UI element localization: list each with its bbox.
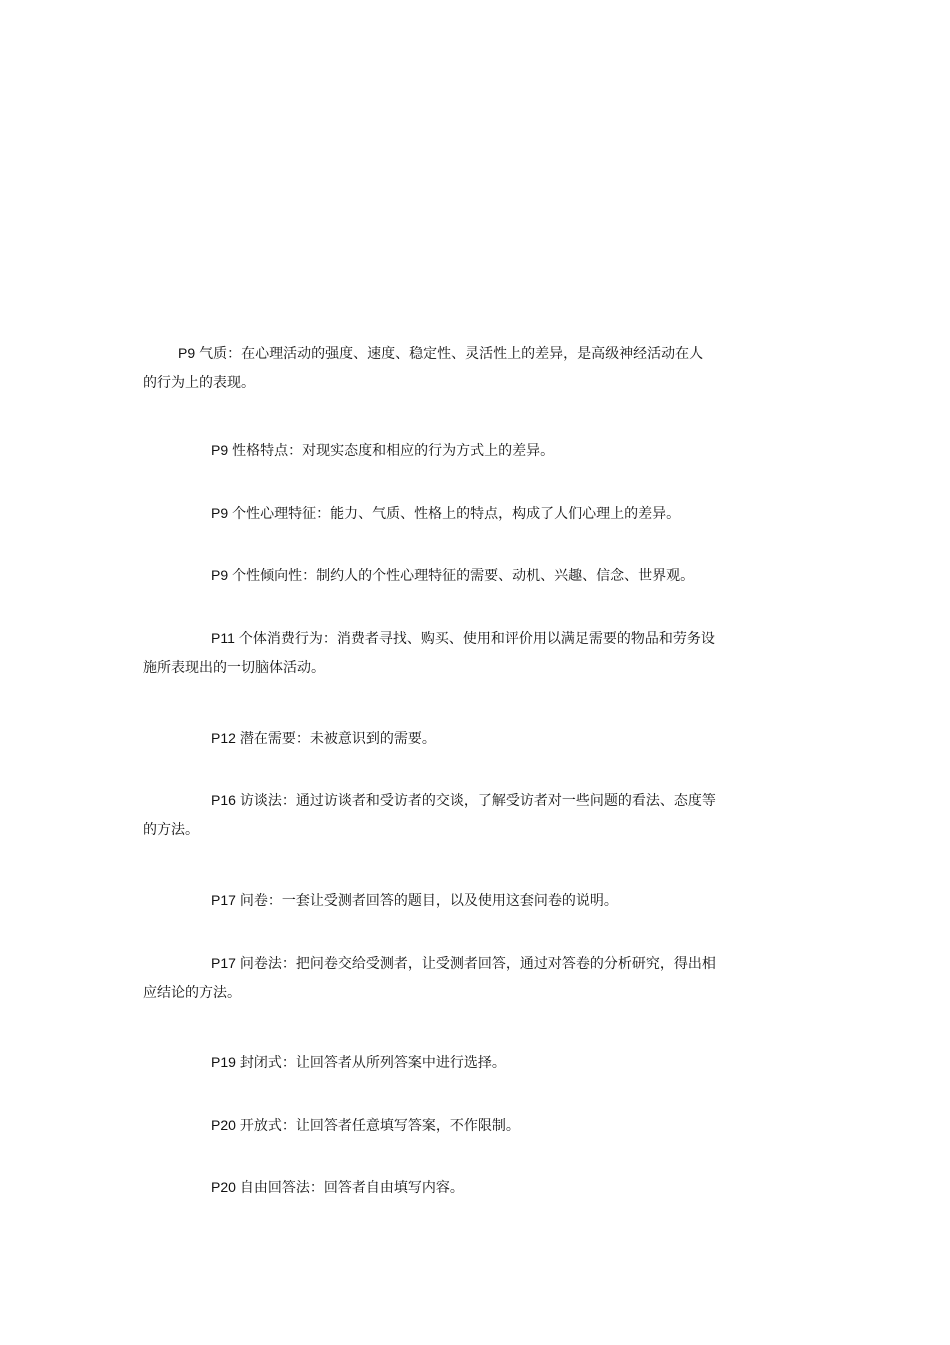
entry-line-continued: 施所表现出的一切脑体活动。 bbox=[143, 660, 325, 676]
entry-qianzai-xuyao bbox=[143, 723, 753, 753]
entry-line bbox=[143, 338, 753, 368]
page-ref: P11 bbox=[211, 630, 235, 646]
entry-line bbox=[143, 948, 753, 978]
page-ref: P9 bbox=[211, 505, 229, 521]
definition-text: 开放式：让回答者任意填写答案，不作限制。 bbox=[239, 1118, 520, 1134]
entry-line bbox=[143, 1047, 753, 1077]
page-ref: P9 bbox=[178, 345, 196, 361]
entry-line bbox=[143, 560, 753, 590]
definition-text: 性格特点：对现实态度和相应的行为方式上的差异。 bbox=[232, 443, 555, 459]
entry-line-continued: 的方法。 bbox=[143, 822, 199, 838]
entry-line-continued: 的行为上的表现。 bbox=[143, 375, 255, 391]
entry-line bbox=[143, 1172, 753, 1202]
definition-text: 气质：在心理活动的强度、速度、稳定性、灵活性上的差异，是高级神经活动在人 bbox=[199, 346, 704, 362]
entry-qizhi bbox=[143, 338, 753, 398]
entry-line bbox=[143, 435, 753, 465]
definition-text: 潜在需要：未被意识到的需要。 bbox=[239, 731, 436, 747]
definition-text: 个体消费行为：消费者寻找、购买、使用和评价用以满足需要的物品和劳务设 bbox=[238, 631, 715, 647]
page-ref: P19 bbox=[211, 1054, 236, 1070]
entry-kaifang-shi bbox=[143, 1110, 753, 1140]
definition-text: 问卷：一套让受测者回答的题目，以及使用这套问卷的说明。 bbox=[239, 893, 618, 909]
entry-wenjuan bbox=[143, 885, 753, 915]
entry-line bbox=[143, 723, 753, 753]
page-ref: P12 bbox=[211, 730, 236, 746]
page-ref: P20 bbox=[211, 1179, 236, 1195]
entry-geti-xiaofei-xingwei bbox=[143, 623, 753, 683]
page-ref: P16 bbox=[211, 792, 236, 808]
page-ref: P17 bbox=[211, 955, 236, 971]
entry-wenjuan-fa bbox=[143, 948, 753, 1008]
page-ref: P20 bbox=[211, 1117, 236, 1133]
definition-text: 访谈法：通过访谈者和受访者的交谈，了解受访者对一些问题的看法、态度等 bbox=[239, 793, 716, 809]
entry-line bbox=[143, 623, 753, 653]
entry-fangtan-fa bbox=[143, 785, 753, 845]
entry-ziyou-huida-fa bbox=[143, 1172, 753, 1202]
definition-text: 封闭式：让回答者从所列答案中进行选择。 bbox=[239, 1055, 506, 1071]
entry-gexing-qingxiangxing bbox=[143, 560, 753, 590]
entry-gexing-xinli-tezheng bbox=[143, 498, 753, 528]
entry-line bbox=[143, 1110, 753, 1140]
entry-xingge-tedian bbox=[143, 435, 753, 465]
definition-text: 个性心理特征：能力、气质、性格上的特点，构成了人们心理上的差异。 bbox=[232, 506, 681, 522]
entry-fengbi-shi bbox=[143, 1047, 753, 1077]
page-ref: P17 bbox=[211, 892, 236, 908]
definition-text: 自由回答法：回答者自由填写内容。 bbox=[239, 1180, 464, 1196]
page-ref: P9 bbox=[211, 442, 229, 458]
definition-text: 个性倾向性：制约人的个性心理特征的需要、动机、兴趣、信念、世界观。 bbox=[232, 568, 695, 584]
entry-line bbox=[143, 885, 753, 915]
entry-line-continued: 应结论的方法。 bbox=[143, 985, 241, 1001]
definition-text: 问卷法：把问卷交给受测者，让受测者回答，通过对答卷的分析研究，得出相 bbox=[239, 956, 716, 972]
entry-line bbox=[143, 785, 753, 815]
page-ref: P9 bbox=[211, 567, 229, 583]
entry-line bbox=[143, 498, 753, 528]
